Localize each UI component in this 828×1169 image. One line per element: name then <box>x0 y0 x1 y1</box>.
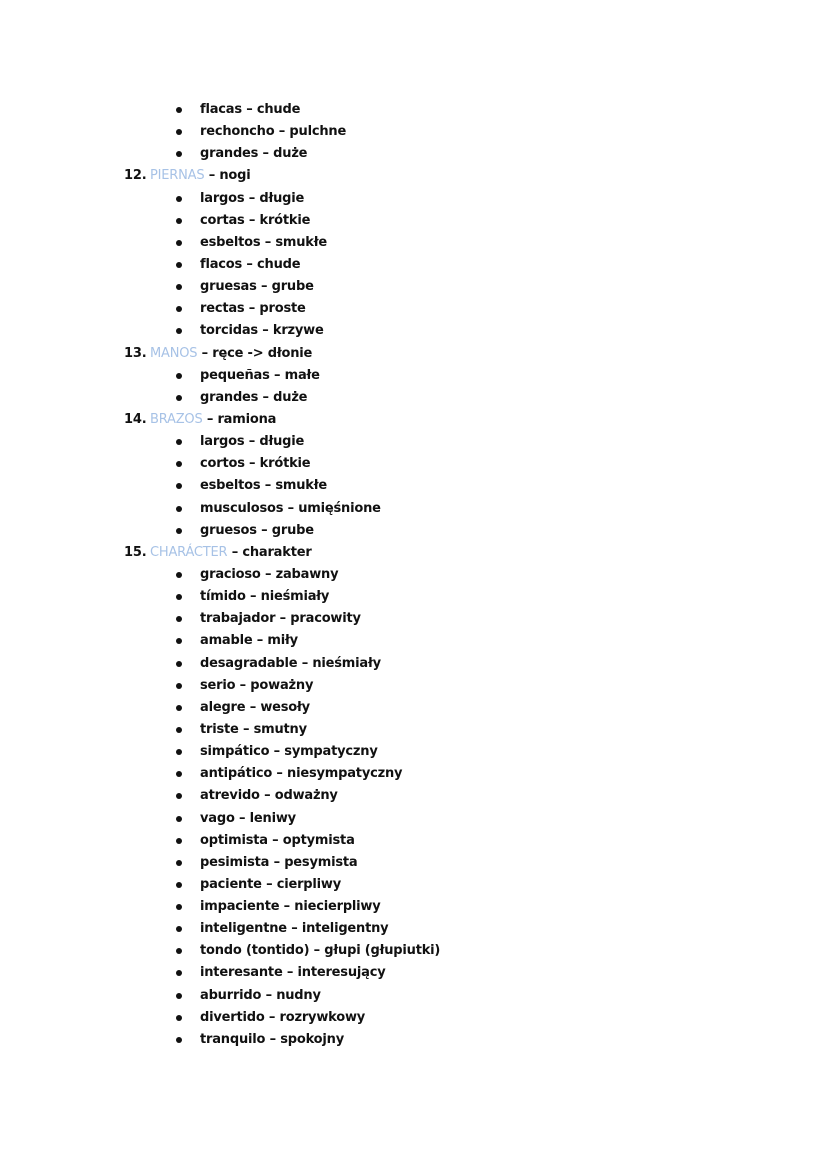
bullet-icon <box>176 1015 182 1021</box>
list-item <box>0 564 828 586</box>
section-title <box>150 165 251 187</box>
list-item <box>0 276 828 298</box>
list-item <box>0 520 828 542</box>
item-text: rectas – proste <box>200 301 306 317</box>
bullet-icon <box>176 218 182 224</box>
bullet-icon <box>176 572 182 578</box>
item-text: tranquilo – spokojny <box>200 1031 344 1047</box>
bullet-icon <box>176 506 182 512</box>
bullet-icon <box>176 948 182 954</box>
bullet-icon <box>176 793 182 799</box>
list-item <box>0 475 828 497</box>
section-heading <box>0 409 828 431</box>
list-item <box>0 808 828 830</box>
section-translation: – nogi <box>204 168 251 184</box>
item-text: pequeñas – małe <box>200 367 320 383</box>
list-item <box>0 741 828 763</box>
bullet-icon <box>176 749 182 755</box>
section-heading <box>0 343 828 365</box>
item-text: cortos – krótkie <box>200 456 311 472</box>
list-item <box>0 697 828 719</box>
item-text: largos – długie <box>200 434 305 450</box>
list-item <box>0 653 828 675</box>
list-item <box>0 298 828 320</box>
list-item <box>0 940 828 962</box>
list-item <box>0 586 828 608</box>
list-item <box>0 232 828 254</box>
section-translation: – ramiona <box>202 411 277 427</box>
list-item <box>0 675 828 697</box>
list-item <box>0 99 828 121</box>
item-text: vago – leniwy <box>200 810 296 826</box>
bullet-icon <box>176 638 182 644</box>
item-text: rechoncho – pulchne <box>200 124 347 140</box>
bullet-icon <box>176 970 182 976</box>
bullet-icon <box>176 705 182 711</box>
list-item <box>0 896 828 918</box>
list-item <box>0 785 828 807</box>
bullet-icon <box>176 616 182 622</box>
bullet-icon <box>176 373 182 379</box>
section-number: 12. <box>124 168 147 184</box>
bullet-icon <box>176 240 182 246</box>
bullet-icon <box>176 661 182 667</box>
item-text: gracioso – zabawny <box>200 566 339 582</box>
item-text: cortas – krótkie <box>200 212 311 228</box>
bullet-icon <box>176 129 182 135</box>
list-item <box>0 320 828 342</box>
item-text: impaciente – niecierpliwy <box>200 899 381 915</box>
item-text: divertido – rozrywkowy <box>200 1009 366 1025</box>
list-item <box>0 918 828 940</box>
item-text: tímido – nieśmiały <box>200 589 330 605</box>
section-title <box>150 542 312 564</box>
item-text: aburrido – nudny <box>200 987 321 1003</box>
bullet-icon <box>176 882 182 888</box>
section-keyword: MANOS <box>150 345 198 361</box>
item-text: simpático – sympatyczny <box>200 744 378 760</box>
list-item <box>0 763 828 785</box>
section-heading <box>0 165 828 187</box>
list-item <box>0 453 828 475</box>
item-text: pesimista – pesymista <box>200 854 358 870</box>
list-item <box>0 1007 828 1029</box>
bullet-icon <box>176 993 182 999</box>
item-text: tondo (tontido) – głupi (głupiutki) <box>200 943 441 959</box>
bullet-icon <box>176 594 182 600</box>
list-item <box>0 498 828 520</box>
list-item <box>0 143 828 165</box>
bullet-icon <box>176 904 182 910</box>
bullet-icon <box>176 860 182 866</box>
item-text: gruesas – grube <box>200 279 314 295</box>
bullet-icon <box>176 528 182 534</box>
item-text: antipático – niesympatyczny <box>200 766 403 782</box>
list-item <box>0 874 828 896</box>
bullet-icon <box>176 483 182 489</box>
bullet-icon <box>176 107 182 113</box>
item-text: atrevido – odważny <box>200 788 338 804</box>
list-item <box>0 365 828 387</box>
bullet-icon <box>176 771 182 777</box>
bullet-icon <box>176 196 182 202</box>
section-title <box>150 409 276 431</box>
bullet-icon <box>176 151 182 157</box>
item-text: gruesos – grube <box>200 522 314 538</box>
list-item <box>0 121 828 143</box>
item-text: paciente – cierpliwy <box>200 876 341 892</box>
bullet-icon <box>176 306 182 312</box>
section-heading <box>0 542 828 564</box>
section-keyword: PIERNAS <box>150 168 205 184</box>
item-text: alegre – wesoły <box>200 699 310 715</box>
bullet-icon <box>176 727 182 733</box>
list-item <box>0 387 828 409</box>
vocabulary-list <box>0 99 828 1051</box>
item-text: interesante – interesujący <box>200 965 386 981</box>
item-text: torcidas – krzywe <box>200 323 324 339</box>
item-text: flacas – chude <box>200 102 301 117</box>
bullet-icon <box>176 439 182 445</box>
item-text: amable – miły <box>200 633 298 649</box>
bullet-icon <box>176 395 182 401</box>
list-item <box>0 852 828 874</box>
item-text: grandes – duże <box>200 389 308 405</box>
section-number: 14. <box>124 411 147 427</box>
list-item <box>0 630 828 652</box>
list-item <box>0 431 828 453</box>
item-text: flacos – chude <box>200 256 301 272</box>
list-item <box>0 830 828 852</box>
item-text: esbeltos – smukłe <box>200 478 327 494</box>
item-text: esbeltos – smukłe <box>200 234 327 250</box>
list-item <box>0 985 828 1007</box>
item-text: inteligentne – inteligentny <box>200 921 389 937</box>
list-item <box>0 719 828 741</box>
bullet-icon <box>176 328 182 334</box>
item-text: trabajador – pracowity <box>200 611 361 627</box>
section-keyword: BRAZOS <box>150 411 203 427</box>
list-item <box>0 210 828 232</box>
list-item <box>0 1029 828 1051</box>
list-item <box>0 254 828 276</box>
section-translation: – charakter <box>227 544 312 560</box>
section-title <box>150 343 312 365</box>
section-number: 15. <box>124 544 147 560</box>
item-text: optimista – optymista <box>200 832 355 848</box>
bullet-icon <box>176 816 182 822</box>
item-text: largos – długie <box>200 190 305 206</box>
bullet-icon <box>176 284 182 290</box>
list-item <box>0 608 828 630</box>
bullet-icon <box>176 461 182 467</box>
item-text: serio – poważny <box>200 677 314 693</box>
item-text: grandes – duże <box>200 146 308 162</box>
item-text: musculosos – umięśnione <box>200 500 381 516</box>
bullet-icon <box>176 926 182 932</box>
item-text: triste – smutny <box>200 721 307 737</box>
bullet-icon <box>176 262 182 268</box>
section-number: 13. <box>124 345 147 361</box>
list-item <box>0 962 828 984</box>
bullet-icon <box>176 838 182 844</box>
item-text: desagradable – nieśmiały <box>200 655 381 671</box>
bullet-icon <box>176 1037 182 1043</box>
section-keyword: CHARÁCTER <box>150 544 228 560</box>
bullet-icon <box>176 683 182 689</box>
list-item <box>0 188 828 210</box>
section-translation: – ręce -> dłonie <box>197 345 313 361</box>
